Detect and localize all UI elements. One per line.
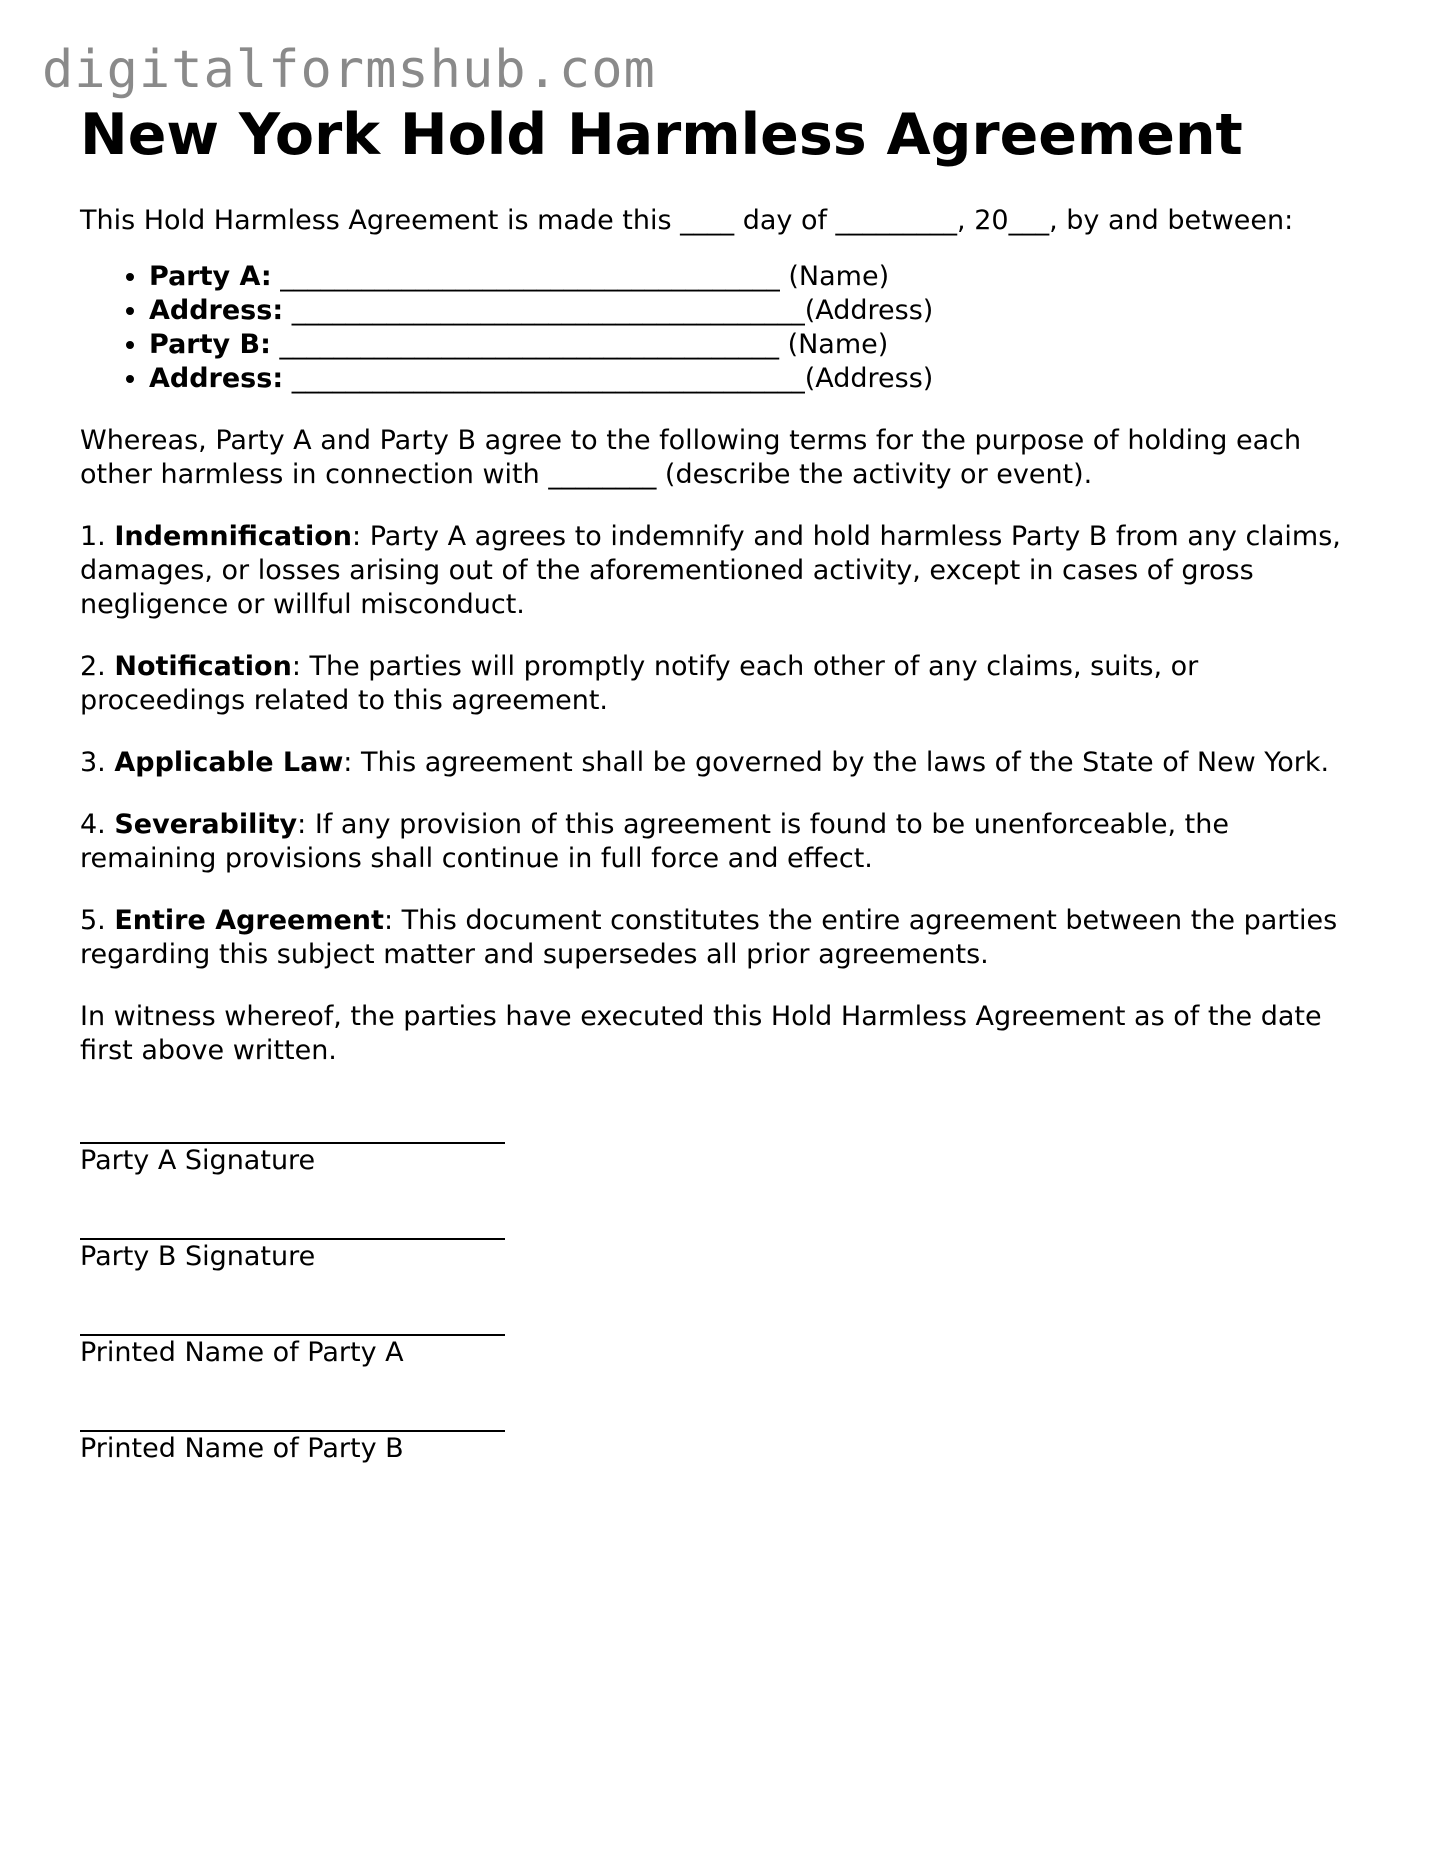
signature-line[interactable] <box>80 1110 505 1144</box>
witness-paragraph: In witness whereof, the parties have executed this Hold Harmless Agreement as of the date first above written. <box>80 1001 1322 1066</box>
signature-label: Party B Signature <box>80 1241 316 1272</box>
parties-list <box>80 260 1370 396</box>
list-item-address-b <box>149 362 1370 396</box>
party-label: Address: <box>149 363 284 394</box>
clause-number: 4. <box>80 809 115 840</box>
list-item-party-b <box>149 328 1370 362</box>
clause-heading: Indemnification <box>114 521 353 552</box>
address-blank[interactable]: ______________________________________ <box>283 363 805 394</box>
clause-applicable-law <box>80 746 1370 780</box>
clause-heading: Notification <box>114 651 292 682</box>
clause-number: 5. <box>80 905 115 936</box>
clause-notification <box>80 650 1370 718</box>
printed-name-party-b <box>80 1398 1370 1466</box>
field-hint: (Name) <box>788 261 890 292</box>
signature-line[interactable] <box>80 1398 505 1432</box>
whereas-paragraph: Whereas, Party A and Party B agree to the following terms for the purpose of holding each other harmless in connection with ________ (describe the activity or event). <box>80 425 1302 490</box>
field-hint: (Address) <box>804 363 934 394</box>
clause-text: : This document constitutes the entire agreement between the parties regarding this subject matter and supersedes all prior agreements. <box>80 905 1338 970</box>
clause-text: : The parties will promptly notify each other of any claims, suits, or proceedings related to this agreement. <box>80 651 1199 716</box>
watermark: digitalformshub.com <box>42 40 656 100</box>
clause-text: : If any provision of this agreement is found to be unenforceable, the remaining provisions shall continue in full force and effect. <box>80 809 1229 874</box>
clause-entire-agreement <box>80 904 1370 972</box>
clause-number: 2. <box>80 651 115 682</box>
signature-party-a <box>80 1110 1370 1178</box>
party-label: Party B: <box>149 329 271 360</box>
list-item-address-a <box>149 294 1370 328</box>
clause-heading: Entire Agreement <box>114 905 384 936</box>
clause-heading: Applicable Law <box>114 747 344 778</box>
document <box>80 100 1370 1494</box>
list-item-party-a <box>149 260 1370 294</box>
party-label: Party A: <box>149 261 272 292</box>
field-hint: (Address) <box>804 295 934 326</box>
clause-text: : This agreement shall be governed by the laws of the State of New York. <box>343 747 1330 778</box>
clause-number: 1. <box>80 521 115 552</box>
clause-heading: Severability <box>114 809 298 840</box>
name-blank[interactable]: _____________________________________ <box>270 329 788 360</box>
signature-label: Printed Name of Party B <box>80 1433 404 1464</box>
signature-line[interactable] <box>80 1206 505 1240</box>
party-label: Address: <box>149 295 284 326</box>
clause-indemnification <box>80 520 1370 622</box>
clause-text: : Party A agrees to indemnify and hold harmless Party B from any claims, damages, or losses arising out of the aforementioned activity, except in cases of gross negligence or willful misconduct. <box>80 521 1341 620</box>
signature-line[interactable] <box>80 1302 505 1336</box>
signature-label: Party A Signature <box>80 1145 316 1176</box>
address-blank[interactable]: ______________________________________ <box>283 295 805 326</box>
signature-block <box>80 1110 1370 1466</box>
field-hint: (Name) <box>787 329 889 360</box>
clause-number: 3. <box>80 747 115 778</box>
clause-severability <box>80 808 1370 876</box>
signature-label: Printed Name of Party A <box>80 1337 404 1368</box>
printed-name-party-a <box>80 1302 1370 1370</box>
signature-party-b <box>80 1206 1370 1274</box>
intro-paragraph: This Hold Harmless Agreement is made this ____ day of _________, 20___, by and between: <box>80 205 1294 236</box>
name-blank[interactable]: _____________________________________ <box>271 261 789 292</box>
page-title: New York Hold Harmless Agreement <box>80 102 1243 168</box>
